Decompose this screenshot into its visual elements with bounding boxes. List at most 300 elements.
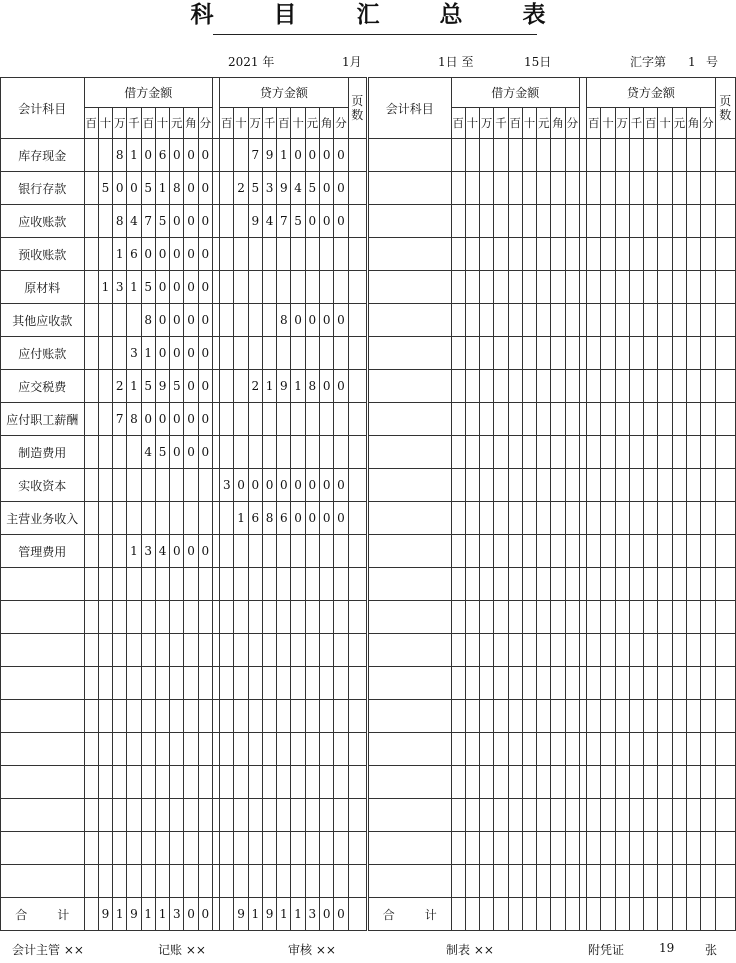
credit-digit [701,238,715,271]
column-gap [579,271,586,304]
credit-digit [234,766,248,799]
debit-digit [98,634,112,667]
credit-digit [644,370,658,403]
credit-digit [305,535,319,568]
credit-digit: 7 [277,205,291,238]
credit-digit [601,733,615,766]
debit-digit [465,535,479,568]
debit-digit [551,733,565,766]
debit-digit [565,667,579,700]
credit-digit [234,700,248,733]
debit-digit [155,502,169,535]
credit-digit [686,865,700,898]
debit-digit [522,733,536,766]
debit-digit [551,304,565,337]
account-name [367,469,451,502]
credit-digit [658,733,672,766]
credit-digit [686,337,700,370]
debit-digit [98,238,112,271]
debit-digit [184,832,198,865]
page-count-cell [715,205,735,238]
debit-digit [84,172,98,205]
debit-digit [98,337,112,370]
debit-digit: 0 [170,238,184,271]
debit-digit [494,700,508,733]
debit-digit [84,403,98,436]
debit-digit: 0 [170,304,184,337]
debit-digit [565,634,579,667]
credit-digit: 0 [305,469,319,502]
page-title: 科 目 汇 总 表 [190,1,572,28]
credit-digit [277,634,291,667]
credit-digit [686,304,700,337]
digit-unit-header: 百 [451,108,465,139]
credit-digit [234,337,248,370]
credit-digit [587,601,601,634]
debit-digit [113,733,127,766]
debit-digit [98,766,112,799]
page-count-cell [348,337,367,370]
debit-digit [451,766,465,799]
credit-digit: 2 [248,370,262,403]
debit-digit [565,436,579,469]
page-count-cell [715,238,735,271]
credit-digit [305,700,319,733]
page-count-cell [715,700,735,733]
total-row [1,898,736,931]
credit-digit [629,634,643,667]
debit-digit [127,865,141,898]
column-gap [579,832,586,865]
credit-digit [262,403,276,436]
total-credit-digit: 9 [262,898,276,931]
debit-digit [141,634,155,667]
debit-digit: 5 [141,370,155,403]
page-count-cell [348,238,367,271]
page-count-cell [715,568,735,601]
table-row [1,502,736,535]
debit-digit [537,370,551,403]
total-debit-digit [494,898,508,931]
credit-digit [658,370,672,403]
debit-digit [551,832,565,865]
debit-digit: 1 [155,172,169,205]
credit-digit [672,370,686,403]
credit-digit [587,436,601,469]
debit-digit [465,502,479,535]
debit-digit [522,139,536,172]
credit-digit [262,865,276,898]
debit-digit [551,667,565,700]
credit-digit [601,766,615,799]
credit-digit [615,535,629,568]
credit-digit: 5 [248,172,262,205]
page-count-cell [715,469,735,502]
debit-digit [127,601,141,634]
account-name [1,700,85,733]
debit-digit [451,832,465,865]
table-row [1,832,736,865]
debit-digit: 0 [155,403,169,436]
column-gap [579,370,586,403]
credit-digit [248,799,262,832]
account-name: 原材料 [1,271,85,304]
header-account-left: 会计科目 [1,78,85,139]
debit-digit [170,799,184,832]
credit-digit [615,733,629,766]
page-count-cell [715,865,735,898]
credit-digit [644,766,658,799]
header-day-from: 1日 至 [438,55,474,69]
digit-unit-header: 百 [508,108,522,139]
credit-digit [248,733,262,766]
credit-digit [234,865,248,898]
debit-digit [84,568,98,601]
account-name [367,436,451,469]
debit-digit [198,667,212,700]
digit-unit-header: 元 [305,108,319,139]
credit-digit [262,601,276,634]
debit-digit [551,799,565,832]
page-count-cell [348,700,367,733]
debit-digit [537,205,551,238]
debit-digit [184,667,198,700]
debit-digit [508,568,522,601]
page-count-cell [715,898,735,931]
credit-digit [644,601,658,634]
debit-digit [494,403,508,436]
debit-digit [551,865,565,898]
credit-digit [672,502,686,535]
credit-digit [658,271,672,304]
credit-digit: 0 [334,370,348,403]
debit-digit [551,370,565,403]
debit-digit [141,667,155,700]
debit-digit: 1 [127,370,141,403]
credit-digit [320,865,334,898]
debit-digit [127,304,141,337]
debit-digit [184,469,198,502]
account-name [367,700,451,733]
debit-digit [113,502,127,535]
credit-digit [277,535,291,568]
credit-digit: 0 [305,205,319,238]
debit-digit [565,799,579,832]
debit-digit: 3 [141,535,155,568]
credit-digit [644,832,658,865]
header-account-right: 会计科目 [367,78,451,139]
digit-unit-header: 角 [184,108,198,139]
debit-digit [480,337,494,370]
credit-digit [320,535,334,568]
credit-digit [262,766,276,799]
footer-auditor: 审核 ×× [288,943,336,957]
digit-unit-header: 万 [113,108,127,139]
credit-digit [644,469,658,502]
page-count-cell [715,436,735,469]
credit-digit: 2 [234,172,248,205]
credit-digit: 0 [320,469,334,502]
debit-digit [155,733,169,766]
debit-digit: 0 [170,535,184,568]
debit-digit [537,271,551,304]
debit-digit [113,304,127,337]
debit-digit [480,865,494,898]
debit-digit [84,139,98,172]
credit-digit [248,832,262,865]
credit-digit [701,172,715,205]
credit-digit [291,634,305,667]
credit-digit [234,733,248,766]
debit-digit [184,733,198,766]
credit-digit [587,832,601,865]
credit-digit [334,535,348,568]
table-row [1,634,736,667]
credit-digit [601,370,615,403]
total-credit-digit: 1 [291,898,305,931]
credit-digit [220,436,234,469]
debit-digit [522,667,536,700]
credit-digit [701,469,715,502]
credit-digit [334,403,348,436]
header-pages-right: 页数 [715,78,735,139]
page-count-cell [348,469,367,502]
account-name [367,172,451,205]
credit-digit [587,238,601,271]
debit-digit [98,502,112,535]
digit-unit-header: 百 [644,108,658,139]
page-count-cell [715,799,735,832]
credit-digit: 3 [262,172,276,205]
credit-digit [248,634,262,667]
credit-digit [672,733,686,766]
debit-digit [84,799,98,832]
debit-digit [551,238,565,271]
debit-digit: 0 [170,337,184,370]
credit-digit [701,436,715,469]
debit-digit [522,205,536,238]
total-credit-digit [686,898,700,931]
debit-digit [155,469,169,502]
page-count-cell [715,271,735,304]
credit-digit: 0 [334,469,348,502]
account-name: 预收账款 [1,238,85,271]
credit-digit [672,172,686,205]
debit-digit [155,568,169,601]
total-debit-digit: 0 [184,898,198,931]
credit-digit [277,337,291,370]
debit-digit [494,535,508,568]
page-count-cell [348,634,367,667]
page-count-cell [348,865,367,898]
debit-digit [451,733,465,766]
debit-digit [565,403,579,436]
debit-digit [127,568,141,601]
debit-digit [98,700,112,733]
credit-digit [277,568,291,601]
credit-digit [320,766,334,799]
column-gap [213,271,220,304]
debit-digit [522,832,536,865]
debit-digit [565,337,579,370]
credit-digit [262,535,276,568]
debit-digit [84,502,98,535]
debit-digit [537,799,551,832]
credit-digit [644,304,658,337]
debit-digit [184,601,198,634]
total-debit-digit [84,898,98,931]
credit-digit [686,700,700,733]
debit-digit [451,139,465,172]
account-name: 其他应收款 [1,304,85,337]
header-voucher-prefix: 汇字第 [630,55,667,69]
credit-digit [277,271,291,304]
debit-digit: 0 [198,238,212,271]
debit-digit [522,568,536,601]
debit-digit [480,634,494,667]
credit-digit [262,304,276,337]
credit-digit [220,634,234,667]
credit-digit: 1 [234,502,248,535]
credit-digit [644,271,658,304]
debit-digit [98,568,112,601]
debit-digit [508,370,522,403]
column-gap [213,535,220,568]
credit-digit [672,799,686,832]
credit-digit [601,568,615,601]
credit-digit [686,502,700,535]
credit-digit [701,304,715,337]
credit-digit [320,271,334,304]
debit-digit [565,865,579,898]
debit-digit [451,700,465,733]
debit-digit [184,700,198,733]
debit-digit [98,733,112,766]
total-credit-digit [644,898,658,931]
debit-digit [170,865,184,898]
debit-digit [170,469,184,502]
debit-digit [480,139,494,172]
debit-digit: 5 [155,205,169,238]
credit-digit [644,700,658,733]
credit-digit [601,502,615,535]
column-gap [579,733,586,766]
credit-digit [305,601,319,634]
total-debit-digit: 0 [198,898,212,931]
credit-digit [248,271,262,304]
debit-digit [451,568,465,601]
debit-digit [537,337,551,370]
credit-digit: 9 [248,205,262,238]
total-debit-digit: 9 [98,898,112,931]
debit-digit [551,700,565,733]
credit-digit [234,304,248,337]
footer-preparer: 制表 ×× [446,943,494,957]
debit-digit [480,799,494,832]
table-row [1,304,736,337]
column-gap [579,337,586,370]
debit-digit [537,700,551,733]
account-name [367,865,451,898]
credit-digit [658,601,672,634]
credit-digit [277,601,291,634]
digit-unit-header: 千 [629,108,643,139]
column-gap [579,601,586,634]
column-gap [213,205,220,238]
column-gap [579,436,586,469]
credit-digit [262,667,276,700]
debit-digit [465,436,479,469]
total-credit-digit: 1 [277,898,291,931]
credit-digit [644,799,658,832]
debit-digit [565,601,579,634]
debit-digit [522,337,536,370]
credit-digit [220,502,234,535]
header-year: 2021 年 [228,55,275,69]
debit-digit [451,469,465,502]
credit-digit [644,403,658,436]
credit-digit: 0 [291,469,305,502]
credit-digit [248,535,262,568]
page-count-cell [348,436,367,469]
debit-digit: 0 [170,403,184,436]
header-gap-left [213,78,220,139]
credit-digit [262,436,276,469]
debit-digit [494,766,508,799]
credit-digit [686,205,700,238]
page-count-cell [715,337,735,370]
credit-digit [220,799,234,832]
header-credit-right: 贷方金额 [587,78,715,108]
debit-digit [480,238,494,271]
account-name: 实收资本 [1,469,85,502]
credit-digit [220,271,234,304]
column-gap [579,238,586,271]
credit-digit: 0 [305,139,319,172]
table-row [1,865,736,898]
debit-digit [494,172,508,205]
credit-digit [672,568,686,601]
credit-digit [291,403,305,436]
credit-digit [629,766,643,799]
debit-digit [465,799,479,832]
credit-digit [220,304,234,337]
debit-digit [565,370,579,403]
table-row [1,535,736,568]
account-name [1,865,85,898]
credit-digit [248,436,262,469]
debit-digit [537,601,551,634]
credit-digit [248,238,262,271]
footer-attach-unit: 张 [705,943,718,957]
digit-unit-header: 元 [537,108,551,139]
credit-digit [305,799,319,832]
credit-digit [686,238,700,271]
total-debit-digit [551,898,565,931]
debit-digit [522,403,536,436]
credit-digit [587,172,601,205]
debit-digit [155,634,169,667]
debit-digit [508,502,522,535]
credit-digit [686,172,700,205]
debit-digit [565,271,579,304]
debit-digit [494,139,508,172]
credit-digit [644,535,658,568]
debit-digit [465,403,479,436]
credit-digit [262,733,276,766]
total-label-right: 计 [57,907,70,922]
credit-digit [587,799,601,832]
